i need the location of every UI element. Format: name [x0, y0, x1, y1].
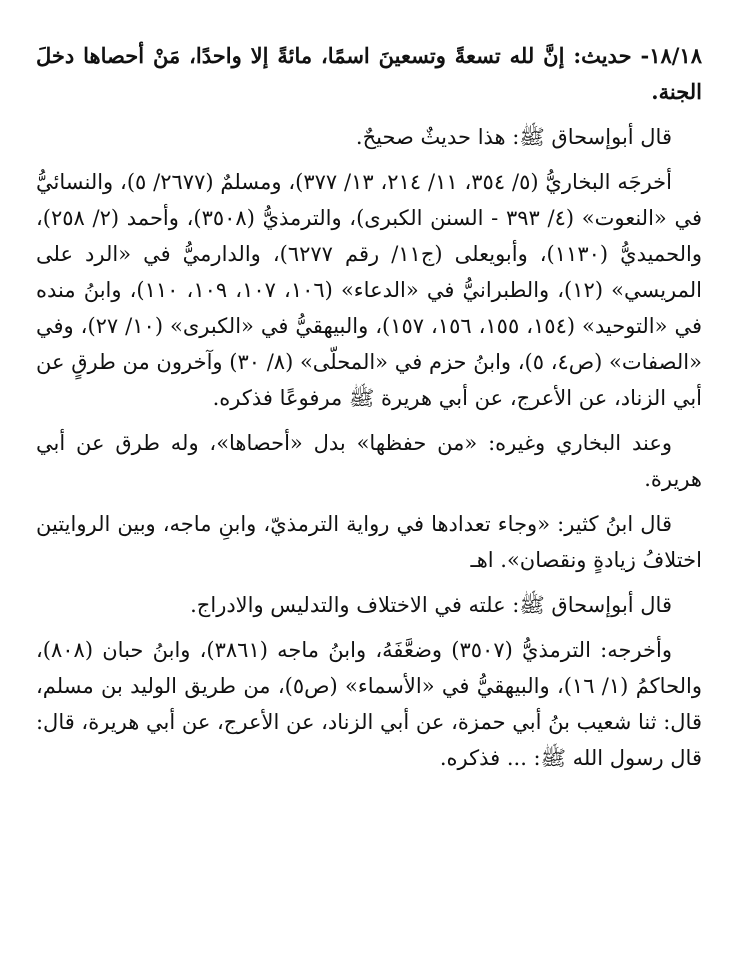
- bukhari-wording-note: وعند البخاري وغيره: «من حفظها» بدل «أحصاها»، وله طرق عن أبي هريرة.: [36, 431, 702, 491]
- ibn-kathir-quote: قال ابنُ كثير: «وجاء تعدادها في رواية الترمذيّ، وابنِ ماجه، وبين الروايتين اختلافُ زيادةٍ ونقصان». اهـ: [36, 512, 702, 572]
- illa-note: قال أبوإسحاق ﷺ: علته في الاختلاف والتدليس والادراج.: [190, 593, 672, 617]
- second-takhrij-paragraph: وأخرجه: الترمذيُّ (٣٥٠٧) وضعَّفَهُ، وابنُ ماجه (٣٨٦١)، وابنُ حبان (٨٠٨)، والحاكمُ (١/ ١٦)، والبيهقيُّ في «الأسماء» (ص٥)، من طريق الوليد بن مسلم، قال: ثنا شعيب بنُ أبي حمزة، عن أبي الزناد، عن الأعرج، عن أبي هريرة، قال: قال رسول الله ﷺ: ... فذكره.: [35, 638, 702, 770]
- hadith-grading: قال أبوإسحاق ﷺ: هذا حديثٌ صحيحٌ.: [355, 125, 672, 149]
- document-page: [0, 38, 736, 960]
- hadith-text: ١٨/١٨- حديث: إنَّ لله تسعةً وتسعينَ اسمًا، مائةً إلا واحدًا، مَنْ أحصاها دخلَ الجنة.: [36, 43, 702, 104]
- takhrij-paragraph: أخرجَه البخاريُّ (٥/ ٣٥٤، ١١/ ٢١٤، ١٣/ ٣٧٧)، ومسلمٌ (٢٦٧٧/ ٥)، والنسائيُّ في «النعوت» (٤/ ٣٩٣ - السنن الكبرى)، والترمذيُّ (٣٥٠٨)، وأحمد (٢/ ٢٥٨)، والحميديُّ (١١٣٠)، وأبويعلى (ج١١/ رقم ٦٢٧٧)، والدارميُّ في «الرد على المريسي» (١٢)، والطبرانيُّ في «الدعاء» (١٠٦، ١٠٧، ١٠٩، ١١٠)، وابنُ منده في «التوحيد» (١٥٤، ١٥٥، ١٥٦، ١٥٧)، والبيهقيُّ في «الكبرى» (١٠/ ٢٧)، وفي «الصفات» (ص٤، ٥)، وابنُ حزم في «المحلّى» (٨/ ٣٠) وآخرون من طرقٍ عن أبي الزناد، عن الأعرج، عن أبي هريرة ﷺ مرفوعًا فذكره.: [36, 170, 703, 410]
